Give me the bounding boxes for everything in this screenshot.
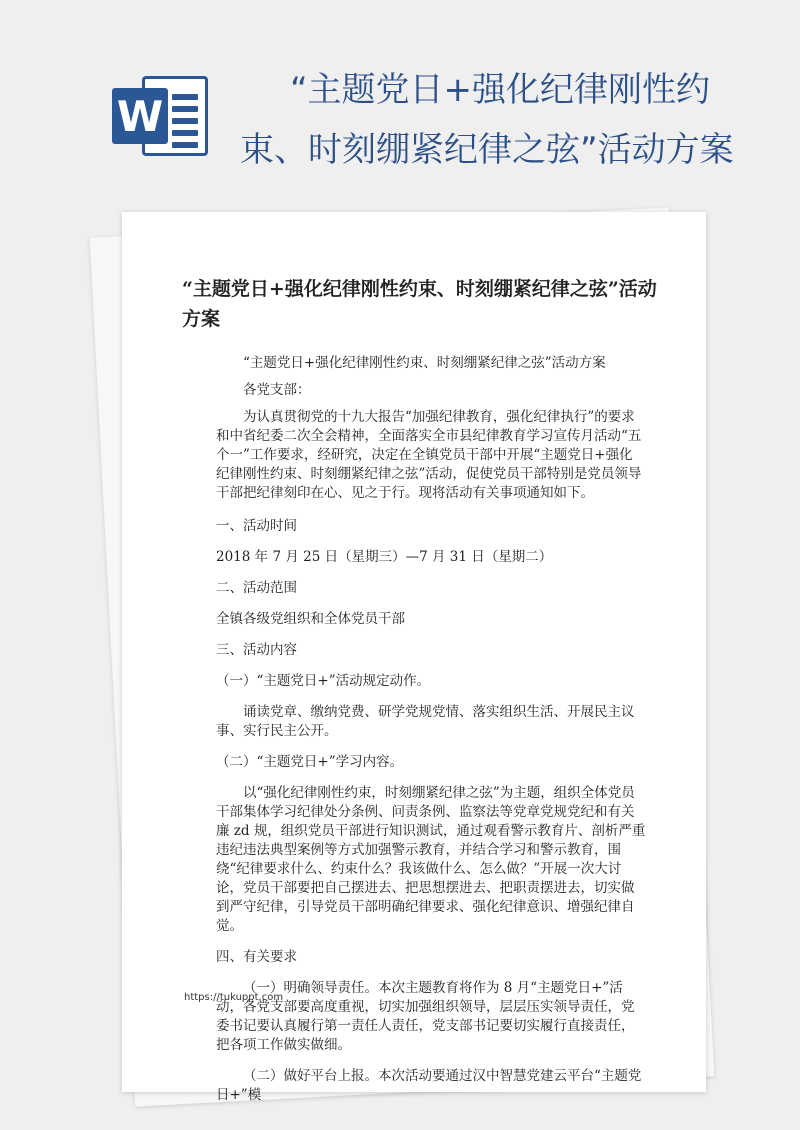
document-page xyxy=(122,212,706,1103)
text-line-icon xyxy=(172,94,198,100)
word-letter-icon: W xyxy=(112,88,168,144)
paragraph-scope: 全镇各级党组织和全体党员干部 xyxy=(216,611,405,627)
paragraph-salutation: 各党支部： xyxy=(243,382,311,398)
banner-title-line1: “主题党日+强化纪律刚性约 xyxy=(289,70,711,110)
word-document-icon xyxy=(112,70,212,160)
banner-title xyxy=(240,60,760,180)
paragraph-actions: 诵读党章、缴纳党费、研学党规党情、落实组织生活、开展民主议事、实行民主公开。 xyxy=(216,704,635,739)
subsection-heading-actions: （一）“主题党日+”活动规定动作。 xyxy=(216,673,431,689)
banner xyxy=(0,0,800,200)
paragraph-study: 以“强化纪律刚性约束，时刻绷紧纪律之弦”为主题，组织全体党员干部集体学习纪律处分条例、问责条例、监察法等党章党规党纪和有关廉 zd 规，组织党员干部进行知识测试，通过观看警示教育片、剖析严重违纪违法典型案例等方式加强警示教育，并结合学习和警示教育，围绕“纪律要求什么、约束什么？我该做什么、怎么做？”开展一次大讨论，党员干部要把自己摆进去、把思想摆进去、把职责摆进去，切实做到严守纪律，引导党员干部明确纪律要求、强化纪律意识、增强纪律自觉。 xyxy=(216,785,646,934)
paragraph-intro: 为认真贯彻党的十九大报告“加强纪律教育，强化纪律执行”的要求和中省纪委二次全会精神，全面落实全市县纪律教育学习宣传月活动“五个一”工作要求，经研究，决定在全镇党员干部中开展“主题党日+强化纪律刚性约束、时刻绷紧纪律之弦”活动，促使党员干部特别是党员领导干部把纪律刻印在心、见之于行。现将活动有关事项通知如下。 xyxy=(216,409,642,501)
paragraph-leadership: （一）明确领导责任。本次主题教育将作为 8 月“主题党日+”活动，各党支部要高度重视，切实加强组织领导，层层压实领导责任，党委书记要认真履行第一责任人责任，党支部书记要切实履行直接责任，把各项工作做实做细。 xyxy=(216,980,635,1053)
paragraph-time: 2018 年 7 月 25 日（星期三）—7 月 31 日（星期二） xyxy=(216,549,553,565)
section-heading-requirements: 四、有关要求 xyxy=(216,949,297,965)
footer-url[interactable]: https://tukuppt.com xyxy=(184,992,284,1003)
section-heading-time: 一、活动时间 xyxy=(216,518,297,534)
section-heading-content: 三、活动内容 xyxy=(216,642,297,658)
text-line-icon xyxy=(172,130,198,136)
section-heading-scope: 二、活动范围 xyxy=(216,580,297,596)
banner-title-line2: 束、时刻绷紧纪律之弦”活动方案 xyxy=(240,130,734,170)
text-line-icon xyxy=(172,106,198,112)
paragraph-heading: “主题党日+强化纪律刚性约束、时刻绷紧纪律之弦”活动方案 xyxy=(243,355,606,371)
text-line-icon xyxy=(172,118,198,124)
text-line-icon xyxy=(172,142,198,148)
document-title: “主题党日+强化纪律刚性约束、时刻绷紧纪律之弦”活动方案 xyxy=(182,278,657,330)
paragraph-platform: （二）做好平台上报。本次活动要通过汉中智慧党建云平台“主题党日+”模 xyxy=(216,1068,642,1103)
subsection-heading-study: （二）“主题党日+”学习内容。 xyxy=(216,754,404,770)
